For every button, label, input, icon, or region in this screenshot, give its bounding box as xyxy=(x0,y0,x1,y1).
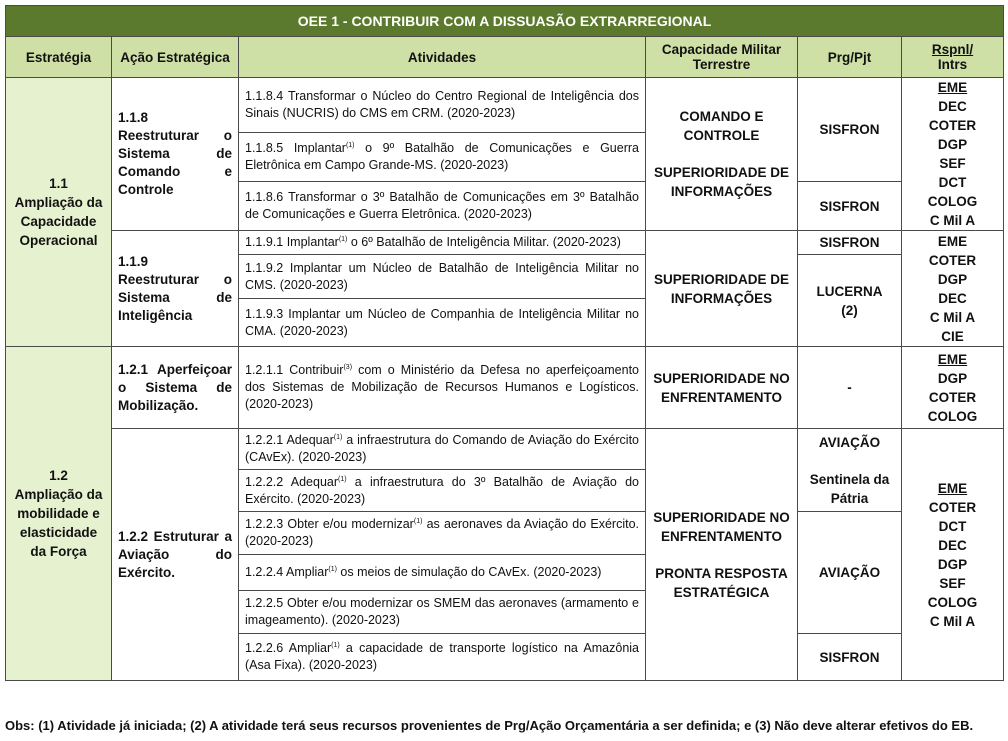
resp-item: COTER xyxy=(928,389,977,405)
footnote-ref: (1) xyxy=(331,642,340,649)
capacity-1-1-8 xyxy=(646,78,798,231)
header-estrategia: Estratégia xyxy=(6,37,112,78)
activity-text: os meios de simulação do CAvEx. (2020-2023) xyxy=(336,565,602,579)
program-cell: SISFRON xyxy=(798,231,902,255)
program-cell xyxy=(798,255,902,347)
capacity-label: PRONTA RESPOSTA ESTRATÉGICA xyxy=(655,565,788,600)
resp-item: COTER xyxy=(928,118,977,133)
activity-text: com o Ministério da Defesa no aperfeiçoamento dos Sistemas de Mobilização de Recursos Humanos e Logísticos. (2020-2023) xyxy=(245,363,639,411)
footnote-ref: (1) xyxy=(338,236,348,243)
resp-item: EME xyxy=(937,80,968,95)
resp-item: COLOG xyxy=(927,594,978,610)
activity-row xyxy=(239,429,646,470)
resp-item: COLOG xyxy=(927,194,978,209)
resp-item: DEC xyxy=(938,537,967,553)
action-num: 1.1.9 xyxy=(118,253,149,269)
strategy-line: mobilidade e xyxy=(17,506,100,521)
capacity-label: SUPERIORIDADE DE INFORMAÇÕES xyxy=(653,271,790,306)
activity-row xyxy=(239,591,646,634)
footnote-ref: (1) xyxy=(328,566,337,573)
capacity-label: SUPERIORIDADE NO ENFRENTAMENTO xyxy=(653,370,790,405)
responsible-1-2-1 xyxy=(902,347,1004,429)
resp-item: EME xyxy=(937,480,968,496)
activity-text: 1.1.9.2 Implantar um Núcleo de Batalhão de Inteligência Militar no CMS. (2020-2023) xyxy=(245,260,639,292)
action-num: 1.2.2 xyxy=(118,528,149,544)
footnote-ref: (1) xyxy=(338,475,347,483)
resp-item: CIE xyxy=(941,328,964,344)
header-capacidade: Capacidade Militar Terrestre xyxy=(646,37,798,78)
resp-item: C Mil A xyxy=(929,309,976,325)
activity-row xyxy=(239,470,646,512)
header-rspnl-line2: Intrs xyxy=(937,57,968,72)
activity-text: o 9º Batalhão de Comunicações e Guerra Eletrônica em Campo Grande-MS. (2020-2023) xyxy=(245,141,639,173)
resp-item: C Mil A xyxy=(929,213,976,228)
action-text: Estruturar a Aviação do Exército. xyxy=(118,528,232,580)
activity-row xyxy=(239,78,646,133)
header-acao: Ação Estratégica xyxy=(112,37,239,78)
activity-row xyxy=(239,231,646,255)
capacity-1-2-1 xyxy=(646,347,798,429)
strategy-num: 1.1 xyxy=(49,176,68,191)
activity-text: 1.2.2.5 Obter e/ou modernizar os SMEM das aeronaves (armamento e imageamento). (2020-2023) xyxy=(245,596,639,627)
activity-text: 1.1.9.1 Implantar xyxy=(245,235,339,249)
action-1-1-9 xyxy=(112,231,239,347)
resp-item: DCT xyxy=(938,175,967,190)
activity-text: 1.2.1.1 Contribuir xyxy=(245,363,344,377)
action-text: Reestruturar o Sistema de Comando e Controle xyxy=(118,128,232,197)
activity-row xyxy=(239,133,646,182)
activity-text: a infraestrutura do 3º Batalhão de Aviação do Exército. (2020-2023) xyxy=(245,474,639,506)
strategy-num: 1.2 xyxy=(49,468,68,483)
responsible-1-2-2 xyxy=(902,429,1004,681)
action-1-1-8 xyxy=(112,78,239,231)
resp-item: EME xyxy=(937,351,968,367)
activity-text: 1.1.8.4 Transformar o Núcleo do Centro Regional de Inteligência dos Sinais (NUCRIS) do CMS em CRM. (2020-2023) xyxy=(245,89,639,121)
activity-row xyxy=(239,255,646,299)
activity-text: 1.1.8.6 Transformar o 3º Batalhão de Comunicações em 3º Batalhão de Comunicações e Guerra Eletrônica. (2020-2023) xyxy=(245,190,639,222)
strategy-line: Ampliação da xyxy=(14,195,103,210)
resp-item: SEF xyxy=(939,575,966,591)
responsible-1-1-8 xyxy=(902,78,1004,231)
resp-item: DGP xyxy=(937,370,968,386)
activity-text: 1.2.2.1 Adequar xyxy=(245,433,334,447)
resp-item: SEF xyxy=(939,156,966,171)
oee-table xyxy=(5,5,1004,681)
program-cell: - xyxy=(798,347,902,429)
table-title: OEE 1 - CONTRIBUIR COM A DISSUASÃO EXTRARREGIONAL xyxy=(6,6,1004,37)
strategy-1-1 xyxy=(6,78,112,347)
strategy-1-2 xyxy=(6,347,112,681)
header-atividades: Atividades xyxy=(239,37,646,78)
activity-text: 1.2.2.3 Obter e/ou modernizar xyxy=(245,517,414,531)
responsible-1-1-9 xyxy=(902,231,1004,347)
resp-item: DEC xyxy=(938,99,967,114)
activity-text: 1.1.9.3 Implantar um Núcleo de Companhia de Inteligência Militar no CMA. (2020-2023) xyxy=(245,306,639,338)
header-rspnl-line1: Rspnl/ xyxy=(931,42,974,57)
action-1-2-1 xyxy=(112,347,239,429)
strategy-line: Operacional xyxy=(19,233,98,248)
resp-item: COLOG xyxy=(927,408,978,424)
action-num: 1.1.8 xyxy=(118,110,149,125)
action-text: Reestruturar o Sistema de Inteligência xyxy=(118,271,232,323)
resp-item: C Mil A xyxy=(929,613,976,629)
resp-item: COTER xyxy=(928,252,977,268)
program-label: LUCERNA xyxy=(816,283,883,299)
footnote-obs: Obs: (1) Atividade já iniciada; (2) A atividade terá seus recursos provenientes de Prg/Ação Orçamentária a ser definida; e (3) Não deve alterar efetivos do EB. xyxy=(5,718,974,733)
header-row xyxy=(6,37,1004,78)
capacity-label: COMANDO E CONTROLE xyxy=(679,109,764,143)
capacity-label: SUPERIORIDADE DE INFORMAÇÕES xyxy=(653,165,790,199)
header-rspnl xyxy=(902,37,1004,78)
capacity-label: SUPERIORIDADE NO ENFRENTAMENTO xyxy=(653,509,790,544)
program-label: Sentinela da Pátria xyxy=(809,471,890,506)
header-prg: Prg/Pjt xyxy=(798,37,902,78)
strategy-line: da Força xyxy=(30,544,87,559)
resp-item: DCT xyxy=(938,518,967,534)
activity-text: 1.2.2.4 Ampliar xyxy=(245,565,329,579)
activity-text: 1.2.2.6 Ampliar xyxy=(245,641,332,655)
resp-item: DGP xyxy=(937,271,968,287)
activity-text: 1.1.8.5 Implantar xyxy=(245,141,346,156)
activity-row xyxy=(239,182,646,231)
resp-item: DEC xyxy=(938,290,967,306)
resp-item: EME xyxy=(937,233,968,249)
activity-row xyxy=(239,512,646,555)
strategy-line: Capacidade xyxy=(20,214,97,229)
activity-text: 1.2.2.2 Adequar xyxy=(245,474,339,489)
footnote-ref: (3) xyxy=(343,364,353,371)
activity-row xyxy=(239,555,646,591)
activity-row xyxy=(239,634,646,681)
activity-text: as aeronaves da Aviação do Exército. (2020-2023) xyxy=(245,517,640,548)
program-cell: SISFRON xyxy=(798,78,902,182)
activity-text: a capacidade de transporte logístico na Amazônia (Asa Fixa). (2020-2023) xyxy=(245,641,639,672)
program-cell: SISFRON xyxy=(798,182,902,231)
action-text: Aperfeiçoar o Sistema de Mobilização. xyxy=(118,361,232,413)
resp-item: DGP xyxy=(937,137,968,152)
resp-item: DGP xyxy=(937,556,968,572)
strategy-line: elasticidade xyxy=(19,525,98,540)
capacity-1-1-9 xyxy=(646,231,798,347)
capacity-1-2-2 xyxy=(646,429,798,681)
strategy-line: Ampliação da xyxy=(14,487,103,502)
footnote-ref: (1) xyxy=(413,518,423,525)
program-cell xyxy=(798,429,902,512)
activity-text: o 6º Batalhão de Inteligência Militar. (2020-2023) xyxy=(347,235,621,249)
footnote-ref: (1) xyxy=(333,434,343,441)
activity-row xyxy=(239,347,646,429)
program-note: (2) xyxy=(841,302,858,318)
footnote-ref: (1) xyxy=(345,142,355,150)
activity-text: a infraestrutura do Comando de Aviação do Exército (CAvEx). (2020-2023) xyxy=(245,433,639,464)
resp-item: COTER xyxy=(928,499,977,515)
program-cell: SISFRON xyxy=(798,634,902,681)
action-1-2-2 xyxy=(112,429,239,681)
action-num: 1.2.1 xyxy=(118,361,149,377)
program-cell: AVIAÇÃO xyxy=(798,512,902,634)
activity-row xyxy=(239,299,646,347)
program-label: AVIAÇÃO xyxy=(818,434,881,450)
